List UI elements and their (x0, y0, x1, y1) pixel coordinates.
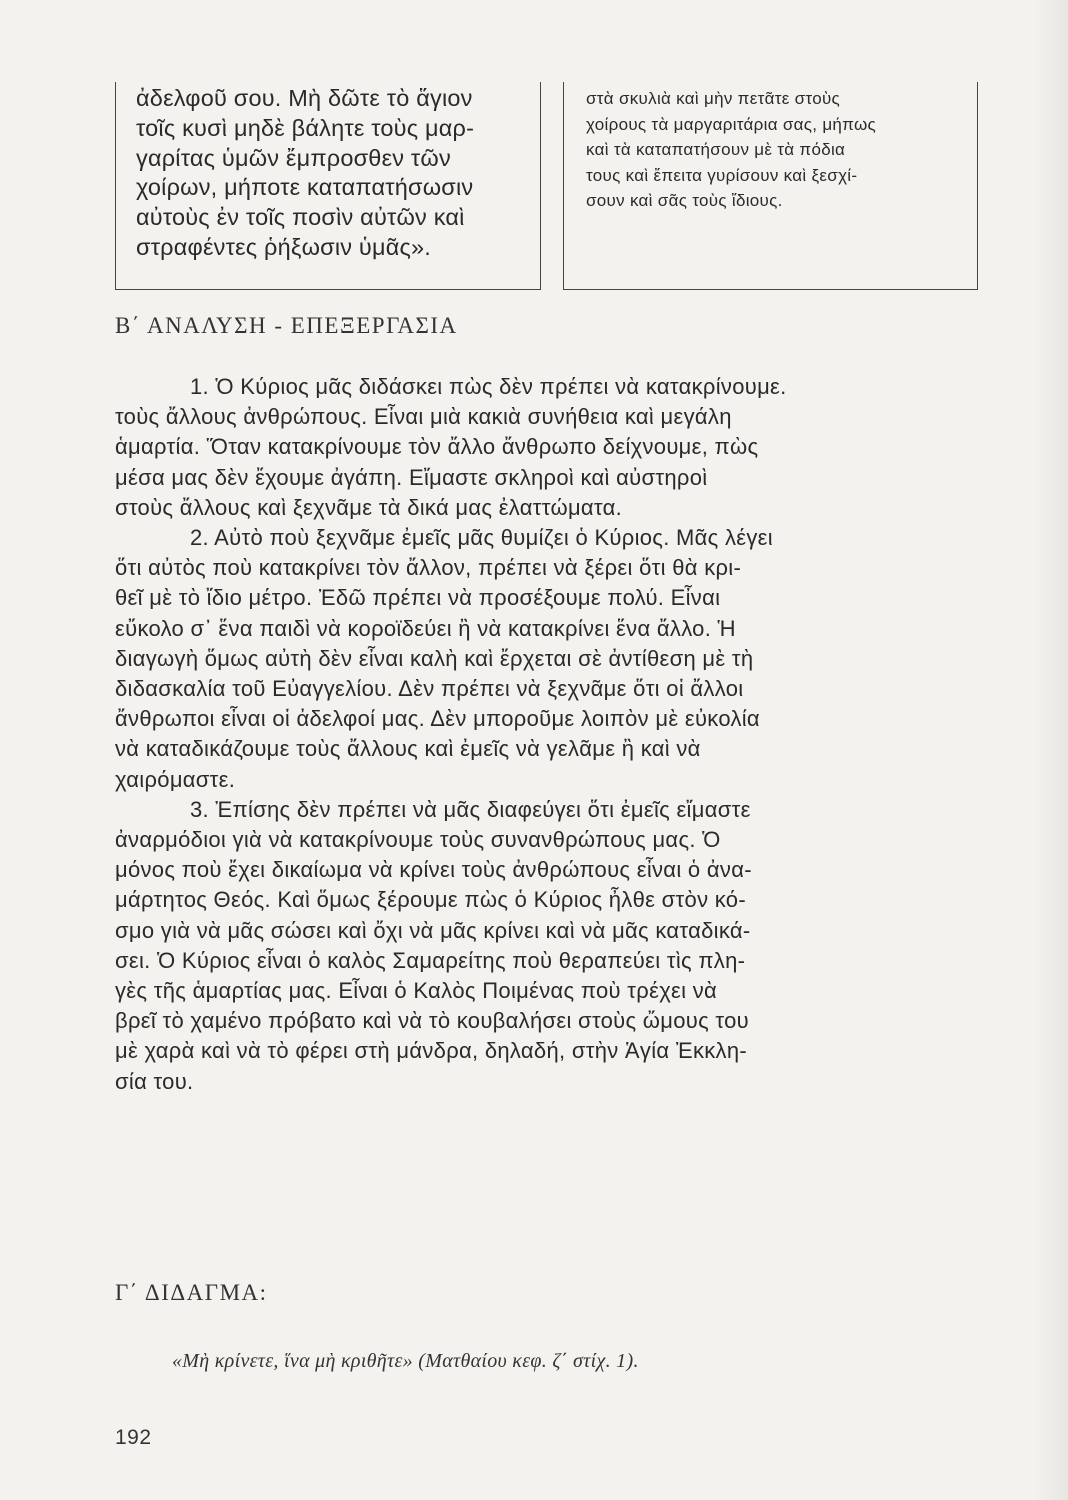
paragraph-line: σία του. (115, 1068, 194, 1094)
paragraph-line: ἄνθρωποι εἶναι οἱ ἀδελφοί μας. Δὲν μποροῦμε λοιπὸν μὲ εὐκολία (115, 706, 760, 732)
paragraph-line: διαγωγὴ ὅμως αὐτὴ δὲν εἶναι καλὴ καὶ ἔρχεται σὲ ἀντίθεση μὲ τὴ (115, 645, 754, 671)
ancient-text-line: γαρίτας ὑμῶν ἔμπροσθεν τῶν (136, 144, 451, 171)
translation-text-line: χοίρους τὰ μαργαριτάρια σας, μήπως (586, 114, 877, 134)
translation-text-line: σουν καὶ σᾶς τοὺς ἴδιους. (586, 191, 783, 211)
section-heading-analysis: Β΄ ΑΝΑΛΥΣΗ - ΕΠΕΞΕΡΓΑΣΙΑ (115, 313, 458, 338)
section-heading-lesson: Γ΄ ΔΙΔΑΓΜΑ: (115, 1280, 268, 1305)
ancient-text-column (115, 82, 541, 290)
paragraph-line: βρεῖ τὸ χαμένο πρόβατο καὶ νὰ τὸ κουβαλήσει στοὺς ὤμους του (115, 1008, 749, 1034)
lesson-motto: «Μὴ κρίνετε, ἵνα μὴ κριθῆτε» (Ματθαίου κεφ. ζ΄ στίχ. 1). (172, 1350, 639, 1372)
paragraph-line: νὰ καταδικάζουμε τοὺς ἄλλους καὶ ἐμεῖς νὰ γελᾶμε ἢ καὶ νὰ (115, 736, 701, 762)
paragraph-line: μόνος ποὺ ἔχει δικαίωμα νὰ κρίνει τοὺς ἀνθρώπους εἶναι ὁ ἀνα- (115, 857, 752, 883)
page-number: 192 (115, 1426, 152, 1449)
translation-text-column (563, 82, 978, 290)
translation-text-line: καὶ τὰ καταπατήσουν μὲ τὰ πόδια (586, 140, 846, 160)
paragraph-line: 3. Ἐπίσης δὲν πρέπει νὰ μᾶς διαφεύγει ὅτι ἐμεῖς εἴμαστε (190, 796, 751, 822)
paragraph-line: θεῖ μὲ τὸ ἴδιο μέτρο. Ἐδῶ πρέπει νὰ προσέξουμε πολύ. Εἶναι (115, 585, 721, 611)
ancient-text-line: χοίρων, μήποτε καταπατήσωσιν (136, 174, 474, 201)
paragraph-line: διδασκαλία τοῦ Εὐαγγελίου. Δὲν πρέπει νὰ ξεχνᾶμε ὅτι οἱ ἄλλοι (115, 676, 744, 702)
paragraph-line: εὔκολο σ᾿ ἕνα παιδὶ νὰ κοροϊδεύει ἢ νὰ κατακρίνει ἕνα ἄλλο. Ἡ (115, 615, 736, 641)
translation-text-line: τους καὶ ἔπειτα γυρίσουν καὶ ξεσχί- (586, 165, 858, 185)
translation-text-line: στὰ σκυλιὰ καὶ μὴν πετᾶτε στοὺς (586, 89, 841, 108)
paragraph-line: 1. Ὁ Κύριος μᾶς διδάσκει πὼς δὲν πρέπει νὰ κατακρίνουμε. (190, 374, 787, 399)
analysis-body (115, 372, 985, 1097)
paragraph-line: 2. Αὐτὸ ποὺ ξεχνᾶμε ἐμεῖς μᾶς θυμίζει ὁ Κύριος. Μᾶς λέγει (190, 525, 773, 551)
paragraph-line: σμο γιὰ νὰ μᾶς σώσει καὶ ὄχι νὰ μᾶς κρίνει καὶ νὰ μᾶς καταδικά- (115, 917, 751, 943)
paragraph-line: χαιρόμαστε. (115, 766, 236, 792)
paragraph-line: ὅτι αὐτὸς ποὺ κατακρίνει τὸν ἄλλον, πρέπει νὰ ξέρει ὅτι θὰ κρι- (115, 555, 742, 581)
paragraph-line: στοὺς ἄλλους καὶ ξεχνᾶμε τὰ δικά μας ἐλαττώματα. (115, 494, 623, 520)
ancient-text-line: αὐτοὺς ἐν τοῖς ποσὶν αὐτῶν καὶ (136, 204, 465, 231)
ancient-text-line: ἀδελφοῦ σου. Μὴ δῶτε τὸ ἅγιον (136, 85, 473, 111)
paragraph-line: τοὺς ἄλλους ἀνθρώπους. Εἶναι μιὰ κακιὰ συνήθεια καὶ μεγάλη (115, 404, 732, 430)
paragraph-line: μέσα μας δὲν ἔχουμε ἀγάπη. Εἴμαστε σκληροὶ καὶ αὐστηροὶ (115, 464, 708, 490)
paragraph-line: ἀναρμόδιοι γιὰ νὰ κατακρίνουμε τοὺς συνανθρώπους μας. Ὁ (115, 827, 721, 853)
paragraph-line: γὲς τῆς ἁμαρτίας μας. Εἶναι ὁ Καλὸς Ποιμένας ποὺ τρέχει νὰ (115, 978, 718, 1004)
page-edge-shadow (1034, 0, 1068, 1500)
ancient-text-line: τοῖς κυσὶ μηδὲ βάλητε τοὺς μαρ- (136, 114, 475, 141)
paragraph-line: μάρτητος Θεός. Καὶ ὅμως ξέρουμε πὼς ὁ Κύριος ἦλθε στὸν κό- (115, 887, 746, 913)
ancient-text-line: στραφέντες ῥήξωσιν ὑμᾶς». (136, 233, 432, 260)
paragraph-line: σει. Ὁ Κύριος εἶναι ὁ καλὸς Σαμαρείτης ποὺ θεραπεύει τὶς πλη- (115, 947, 746, 973)
paragraph-line: μὲ χαρὰ καὶ νὰ τὸ φέρει στὴ μάνδρα, δηλαδή, στὴν Ἁγία Ἐκκλη- (115, 1038, 748, 1064)
paragraph-line: ἁμαρτία. Ὅταν κατακρίνουμε τὸν ἄλλο ἄνθρωπο δείχνουμε, πὼς (115, 434, 759, 460)
